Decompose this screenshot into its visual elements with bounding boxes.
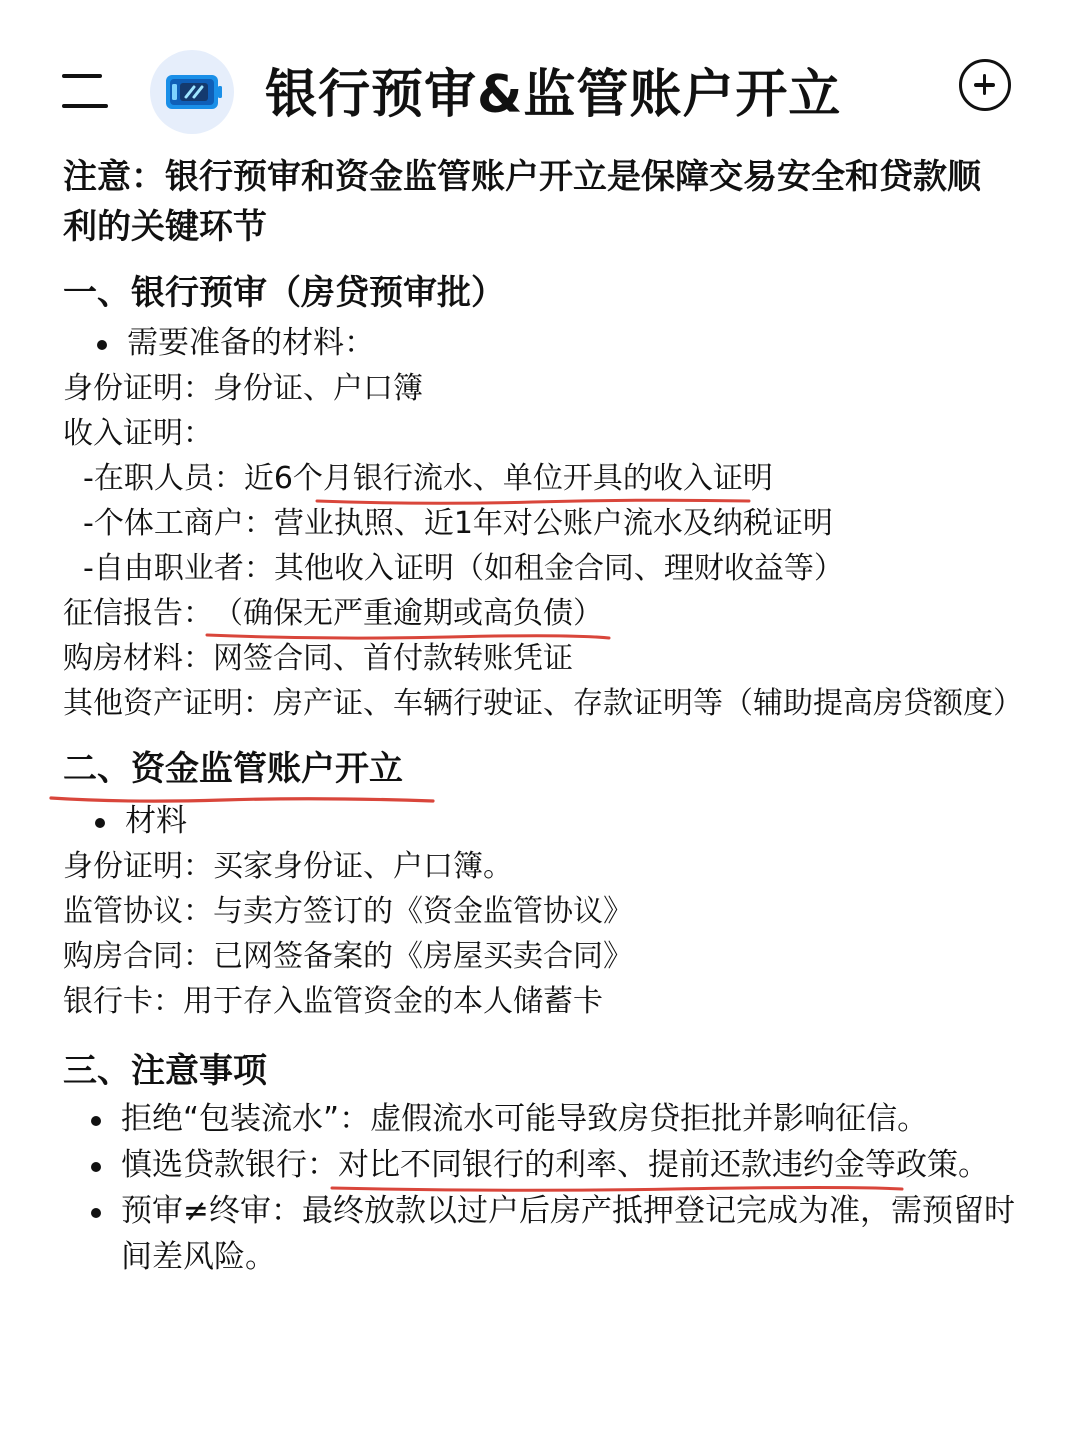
note-paragraph: 注意：银行预审和资金监管账户开立是保障交易安全和贷款顺利的关键环节 bbox=[63, 157, 981, 247]
supervision-agreement-line: 监管协议：与卖方签订的《资金监管协议》 bbox=[63, 894, 633, 929]
freelancer-line: -自由职业者：其他收入证明（如租金合同、理财收益等） bbox=[83, 551, 844, 586]
section2-bullet bbox=[63, 798, 1043, 844]
credit-prefix: 征信报告： bbox=[63, 596, 213, 631]
notes-list bbox=[63, 1096, 1043, 1280]
section1-bullet bbox=[63, 320, 1043, 366]
credit-report-line bbox=[63, 591, 1043, 636]
plus-circle-icon[interactable] bbox=[959, 59, 1011, 111]
purchase-contract-line: 购房合同：已网签备案的《房屋买卖合同》 bbox=[63, 939, 633, 974]
list-item: 拒绝“包装流水”：虚假流水可能导致房贷拒批并影响征信。 bbox=[63, 1096, 1031, 1142]
hamburger-menu-icon[interactable] bbox=[62, 74, 108, 110]
article-body bbox=[63, 152, 1043, 1280]
income-proof-line: 收入证明： bbox=[63, 416, 213, 451]
page-title: 银行预审&监管账户开立 bbox=[265, 65, 842, 125]
employee-underlined: 月银行流水、单位开具的收入证 bbox=[323, 456, 743, 501]
bank-choice-underlined: 对比不同银行的利率、提前还款违约金等 bbox=[338, 1142, 896, 1188]
self-employed-line: -个体工商户：营业执照、近1年对公账户流水及纳税证明 bbox=[83, 506, 833, 541]
employee-prefix: -在职人员：近6个 bbox=[83, 461, 323, 496]
purchase-materials-line: 购房材料：网签合同、首付款转账凭证 bbox=[63, 641, 573, 676]
section1-title: 一、银行预审（房贷预审批） bbox=[63, 273, 505, 313]
list-item: 慎选贷款银行：对比不同银行的利率、提前还款违约金等 政策。 bbox=[63, 1142, 1031, 1188]
other-assets-line: 其他资产证明：房产证、车辆行驶证、存款证明等（辅助提高房贷额度） bbox=[63, 686, 1023, 721]
section3-title: 三、注意事项 bbox=[63, 1051, 267, 1091]
id-proof-line: 身份证明：身份证、户口簿 bbox=[63, 371, 423, 406]
header-bar bbox=[0, 0, 1080, 150]
employee-suffix: 明 bbox=[742, 461, 773, 496]
section1-bullet-text: 需要准备的材料： bbox=[127, 325, 375, 361]
buyer-id-line: 身份证明：买家身份证、户口簿。 bbox=[63, 849, 513, 884]
battery-card-icon bbox=[150, 50, 234, 134]
employee-line bbox=[63, 456, 1043, 501]
list-item: 预审≠终审：最终放款以过户后房产抵押登记完成为准，需预留时间差风险。 bbox=[63, 1188, 1031, 1280]
section2-title: 二、资金监管账户开立 bbox=[63, 744, 403, 794]
section2-bullet-text: 材料 bbox=[125, 803, 187, 839]
bank-card-line: 银行卡：用于存入监管资金的本人储蓄卡 bbox=[63, 984, 603, 1019]
credit-underlined: （确保无严重逾期或高负债） bbox=[213, 591, 603, 636]
